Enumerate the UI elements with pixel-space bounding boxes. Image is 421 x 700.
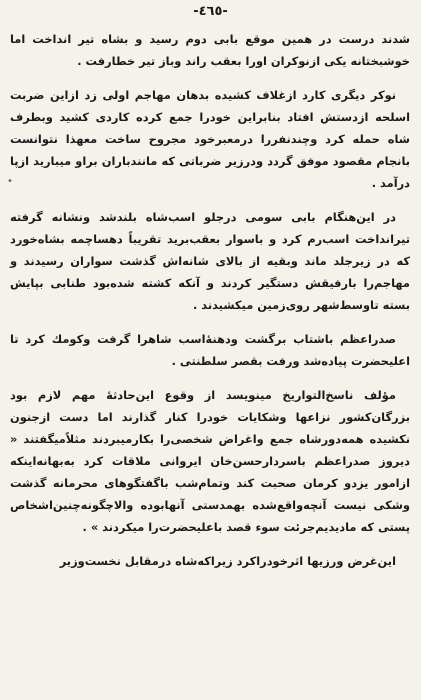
paragraph-2: نوكر ديگری كارد ازغلاف كشيده بدهان مهاجم اولی زد ازاين ضربت اسلحه ازدستش افتاد بنابراين خودرا جمع كرده كاردی كشيد وبطرف شاه حمله كرد وچندنفررا درمعبرخود مجروح ساخت معهذا نتوانست بانجام مقصود موفق گردد ودرزير ضرباتی كه مانندباران براو ميباريد ازپا درآمد . (10, 88, 410, 190)
paragraph-6: اين‌غرض ورزيها اثرخودراكرد زيراكه‌شاه درمقابل نخست‌وزير (59, 554, 396, 568)
margin-mark: • (7, 176, 13, 187)
paragraph-3: در اين‌هنگام بابی سومی درجلو اسب‌شاه بلندشد ونشانه گرفته تيرانداخت اسب‌رم كرد و باسوار بعقب‌بريد تقريباً دهساچمه بشاه‌خورد كه در زيرجلد ماند وبقيه از بالای شانه‌اش گذشت سواران رسيدند و مهاجم‌را بارفيقش دستگير كردند و آنكه كشته شده‌بود طنابی بپايش بسته تاوسط‌شهر روی‌زمين ميكشيدند . (10, 210, 410, 312)
body-text (10, 28, 410, 584)
page-number: -٤٦٥- (193, 4, 228, 19)
paragraph-5: مؤلف ناسخ‌التواريخ مينويسد از وقوع اين‌حادثهٔ مهم لازم بود بزرگان‌كشور نزاعها وشكايات خودرا كنار گذارند اما دست ازجنون نكشيده همه‌دورشاه جمع واغراض شخصی‌را بكارميبردند مثلاًميگفتند « ديروز صدراعظم باسردارحسن‌خان ايروانی ملاقات كرد به‌بهانه‌اينكه ازامور يزدو كرمان صحبت كند وتمام‌شب باگفتگوهای محرمانه گذشت وشكی نيست آنچه‌واقع‌شده بهمدستی آنهابوده والاچگونه‌چنين‌اشخاص پستی كه ماديدیم‌جرئت سوء قصد باعليحضرت‌را ميكردند » . (10, 388, 410, 534)
paragraph-4: صدراعظم باشتاب برگشت ودهنهٔ‌اسب شاهرا گرفت وكومك كرد تا اعليحضرت پياده‌شد ورفت بقصر سلطنتی . (10, 332, 410, 368)
paragraph-1: شدند درست در همين موقع بابی دوم رسيد و بشاه تير انداخت اما خوشبختانه يكی ازنوكران اورا بعقب راند وباز تير خطارفت . (10, 32, 410, 68)
